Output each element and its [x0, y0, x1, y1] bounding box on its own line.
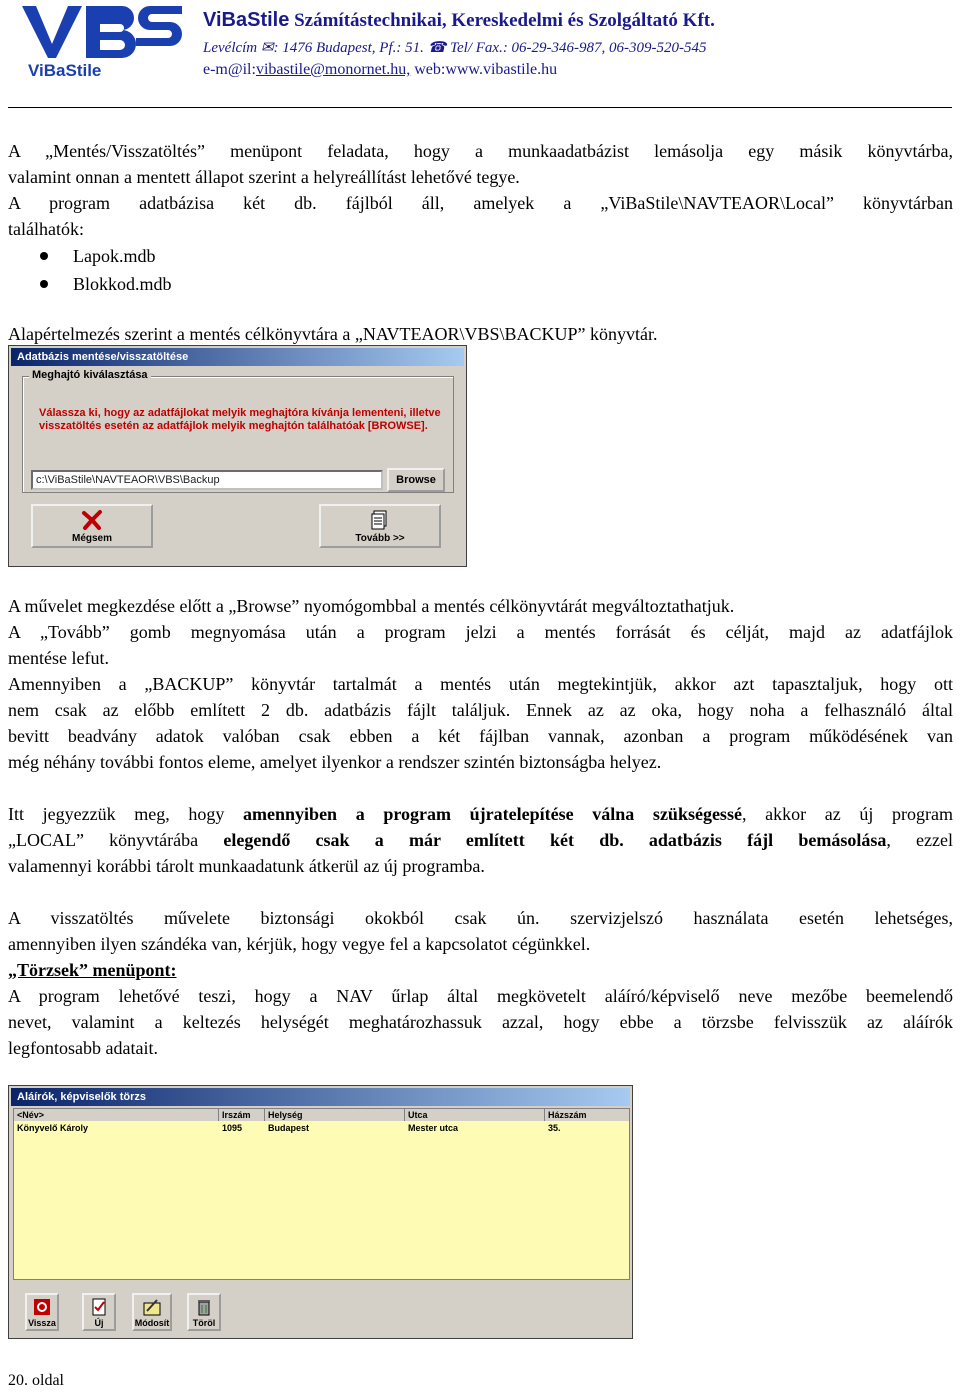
reinstall-note: Itt jegyezzük meg, hogy amennyiben a program újratelepítése válna szükségessé, akkor az új program „LOCAL” könyvtárába elegendő csak a már említett két db. adatbázis fájl bemásolása, ezzel valamennyi korábbi tárolt munkaadatunk átkerül az új programba.	[8, 804, 954, 876]
group-label: Meghajtó kiválasztása	[29, 369, 151, 381]
path-input[interactable]: c:\ViBaStile\NAVTEAOR\VBS\Backup	[31, 470, 383, 490]
column-header[interactable]: Helység	[265, 1109, 405, 1121]
red-x-icon	[81, 509, 103, 531]
edit-button[interactable]: Módosít	[132, 1293, 172, 1331]
column-header[interactable]: Házszám	[548, 1110, 587, 1120]
company-contact: e-m@il:vibastile@monornet.hu, web:www.vibastile.hu	[203, 61, 558, 78]
company-logo	[14, 2, 184, 82]
file-list	[40, 242, 172, 298]
grid-header	[14, 1109, 629, 1121]
cancel-button[interactable]: Mégsem	[31, 504, 153, 548]
default-path-text: Alapértelmezés szerint a mentés célkönyvtára a „NAVTEAOR\VBS\BACKUP” könyvtár.	[8, 324, 658, 344]
company-address: Levélcím ✉: 1476 Budapest, Pf.: 51. ☎ Tel/ Fax.: 06-29-346-987, 06-309-520-545	[203, 40, 707, 56]
new-doc-icon	[89, 1297, 109, 1317]
new-button[interactable]: Új	[82, 1293, 116, 1331]
vbs-logo-icon	[14, 2, 184, 82]
cell-zip: 1095	[222, 1123, 243, 1133]
svg-text:ViBaStile: ViBaStile	[28, 61, 102, 80]
back-button[interactable]: Vissza	[25, 1293, 59, 1331]
company-name: ViBaStile Számítástechnikai, Kereskedelmi és Szolgáltató Kft.	[203, 9, 715, 31]
list-item: Blokkod.mdb	[40, 270, 172, 298]
page-number: 20. oldal	[8, 1372, 64, 1389]
column-header[interactable]: <Név>	[14, 1109, 219, 1121]
intro-paragraph: A „Mentés/Visszatöltés” menüpont feladata, hogy a munkaadatbázist lemásolja egy másik könyvtárba, valamint onnan a mentett állapot szerint a helyreállítást lehetővé tegye. A program adatbázisa két db. fájlból áll, amelyek a „ViBaStile\NAVTEAOR\Local” könyvtárban találhatók:	[8, 141, 953, 239]
list-item: Lapok.mdb	[40, 242, 172, 270]
cell-name: Könyvelő Károly	[17, 1123, 89, 1133]
email-link[interactable]: vibastile@monornet.hu,	[255, 61, 411, 78]
signers-dialog	[8, 1085, 633, 1339]
dialog-title: Aláírók, képviselők törzs	[11, 1088, 630, 1106]
next-button[interactable]: Tovább >>	[319, 504, 441, 548]
torzsek-section: „Törzsek” menüpont: A program lehetővé teszi, hogy a NAV űrlap által megkövetelt aláíró/képviselő neve mezőbe beemelendő nevet, valamint a keltezés helységét meghatározhassuk azzal, hogy ebbe a törzsbe felvisszük az aláírók legfontosabb adatait.	[8, 960, 953, 1058]
documents-icon	[369, 509, 391, 531]
dialog-title: Adatbázis mentése/visszatöltése	[11, 348, 464, 366]
exit-icon	[32, 1297, 52, 1317]
cell-street: Mester utca	[408, 1123, 459, 1133]
header-divider	[8, 107, 952, 108]
signers-grid[interactable]	[13, 1108, 630, 1280]
column-header[interactable]: Irszám	[219, 1109, 265, 1121]
restore-note: A visszatöltés művelete biztonsági okokból csak ún. szervizjelszó használata esetén lehetséges, amennyiben ilyen szándéka van, kérjük, hogy vegye fel a kapcsolatot cégünkkel.	[8, 908, 953, 954]
backup-dialog	[8, 345, 467, 567]
edit-icon	[141, 1297, 163, 1317]
trash-icon	[194, 1297, 214, 1317]
delete-button[interactable]: Töröl	[187, 1293, 221, 1331]
cell-city: Budapest	[268, 1123, 310, 1133]
browse-button[interactable]: Browse	[387, 468, 445, 492]
column-header[interactable]: Utca	[405, 1109, 545, 1121]
browse-description: A művelet megkezdése előtt a „Browse” nyomógombbal a mentés célkönyvtárát megváltoztathatjuk. A „Tovább” gomb megnyomása után a program jelzi a mentés forrását és célját, majd az adatfájlok mentése lefut. Amennyiben a „BACKUP” könyvtár tartalmát a mentés után megtekintjük, akkor azt tapasztaljuk, hogy ott nem csak az előbb említett 2 db. adatbázis fájlt találjuk. Ennek az az oka, hogy noha a felhasználó által bevitt beadvány adatok valóban csak ebben a két fájlban vannak, azonban a program működésének van még néhány további fontos eleme, amelyet ilyenkor a rendszer szintén biztonságba helyez.	[8, 596, 953, 772]
instruction-text: Válassza ki, hogy az adatfájlokat melyik meghajtóra kívánja lementeni, illetve visszatöltés esetén az adatfájlok melyik meghajtón találhatóak [BROWSE].	[39, 407, 441, 432]
section-heading: „Törzsek” menüpont:	[8, 960, 177, 980]
cell-number: 35.	[548, 1123, 561, 1133]
